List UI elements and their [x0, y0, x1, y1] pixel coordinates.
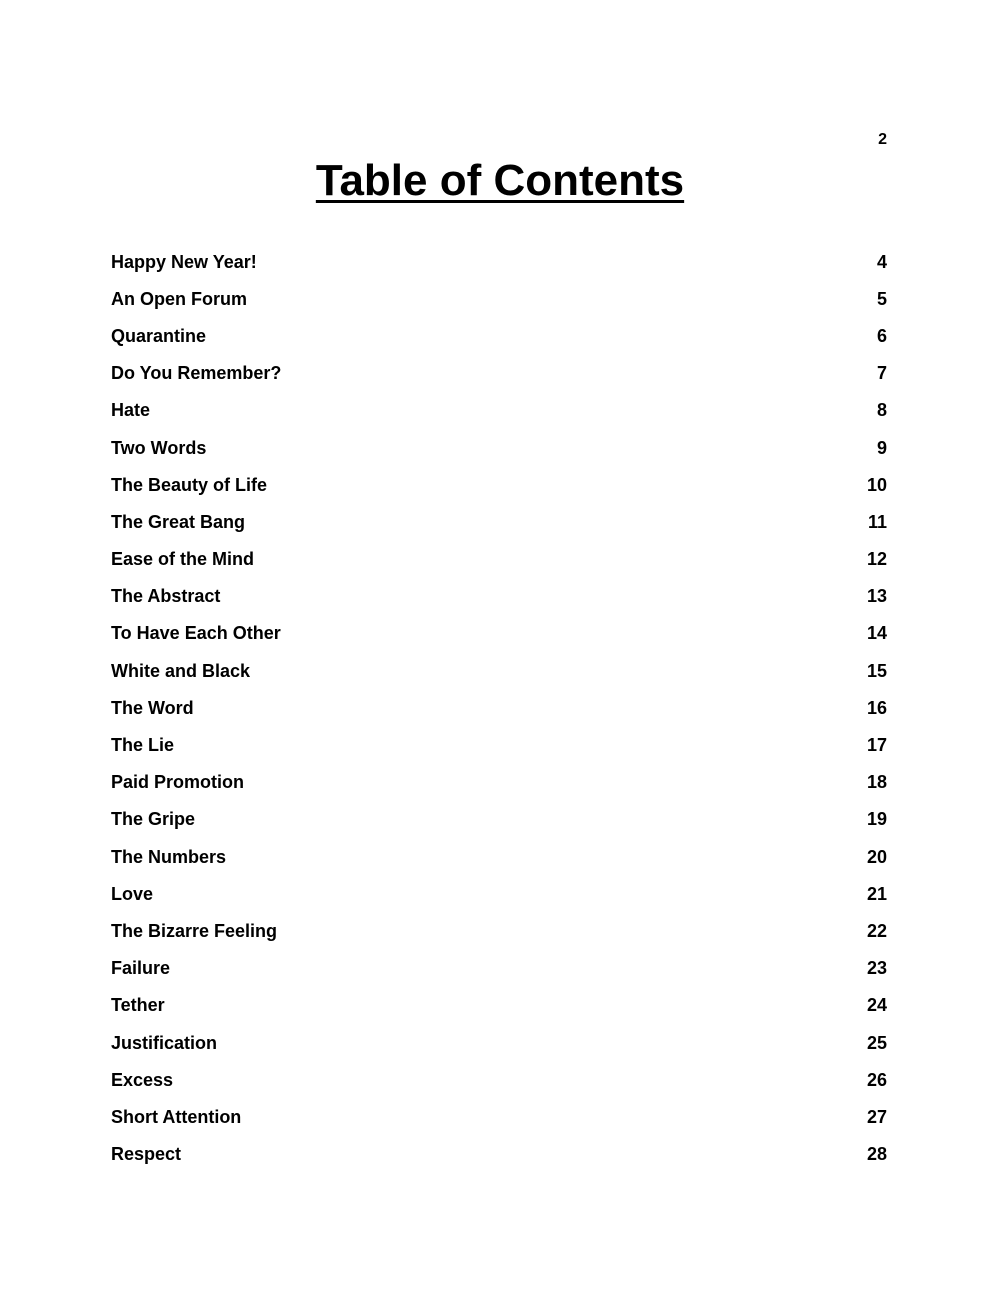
toc-entry	[111, 689, 887, 726]
table-of-contents	[111, 243, 887, 1173]
toc-entry-title: The Abstract	[111, 586, 221, 607]
toc-entry-title: Paid Promotion	[111, 772, 245, 793]
toc-entry-title: Tether	[111, 995, 165, 1016]
toc-entry	[111, 838, 887, 875]
page-title-text: Table of Contents	[315, 156, 685, 205]
toc-entry-page: 5	[876, 288, 887, 309]
toc-entry-title: The Word	[111, 697, 194, 718]
toc-entry-title: The Lie	[111, 735, 175, 756]
toc-entry-title: The Great Bang	[111, 511, 246, 532]
toc-entry-page: 12	[866, 549, 887, 570]
toc-entry-page: 14	[866, 623, 887, 644]
toc-entry-page: 13	[866, 586, 887, 607]
toc-entry-page: 10	[866, 474, 887, 495]
toc-entry	[111, 615, 887, 652]
toc-entry	[111, 578, 887, 615]
toc-entry-page: 26	[866, 1069, 887, 1090]
toc-entry-page: 25	[866, 1032, 887, 1053]
toc-entry-page: 6	[876, 325, 887, 346]
toc-entry-title: The Beauty of Life	[111, 474, 268, 495]
toc-entry-title: Respect	[111, 1144, 182, 1165]
toc-entry	[111, 317, 887, 354]
toc-entry-page: 20	[866, 846, 887, 867]
toc-entry-title: Quarantine	[111, 325, 207, 346]
toc-entry-page: 17	[866, 735, 887, 756]
page-number: 2	[878, 131, 887, 148]
toc-entry-title: Two Words	[111, 437, 207, 458]
toc-entry	[111, 950, 887, 987]
toc-entry-title: Do You Remember?	[111, 363, 282, 384]
toc-entry-title: The Bizarre Feeling	[111, 920, 278, 941]
toc-entry-title: The Gripe	[111, 809, 196, 830]
toc-entry-title: Hate	[111, 400, 151, 421]
toc-entry-page: 8	[876, 400, 887, 421]
toc-entry	[111, 912, 887, 949]
toc-entry-page: 7	[876, 363, 887, 384]
toc-entry-page: 21	[866, 883, 887, 904]
toc-entry-title: White and Black	[111, 660, 251, 681]
toc-entry	[111, 764, 887, 801]
toc-entry	[111, 652, 887, 689]
toc-entry-title: Happy New Year!	[111, 251, 257, 272]
toc-entry	[111, 429, 887, 466]
toc-entry	[111, 875, 887, 912]
toc-entry-page: 15	[866, 660, 887, 681]
toc-entry-page: 24	[866, 995, 887, 1016]
toc-entry-title: To Have Each Other	[111, 623, 281, 644]
toc-entry-page: 28	[866, 1144, 887, 1165]
toc-entry	[111, 1024, 887, 1061]
toc-entry-page: 9	[876, 437, 887, 458]
toc-entry	[111, 1098, 887, 1135]
toc-entry-page: 27	[866, 1106, 887, 1127]
page-title	[0, 154, 1000, 208]
toc-entry	[111, 1136, 887, 1173]
toc-entry-title: Excess	[111, 1069, 174, 1090]
toc-entry-page: 18	[866, 772, 887, 793]
toc-entry	[111, 987, 887, 1024]
toc-entry	[111, 801, 887, 838]
toc-entry-title: Love	[111, 883, 154, 904]
toc-entry-title: Short Attention	[111, 1106, 242, 1127]
toc-entry	[111, 1061, 887, 1098]
toc-entry-title: The Numbers	[111, 846, 227, 867]
toc-entry	[111, 503, 887, 540]
toc-entry-page: 16	[866, 697, 887, 718]
toc-entry	[111, 243, 887, 280]
toc-entry-page: 19	[866, 809, 887, 830]
toc-entry-page: 4	[876, 251, 887, 272]
toc-entry-page: 22	[866, 920, 887, 941]
toc-entry	[111, 280, 887, 317]
toc-entry-title: Failure	[111, 958, 171, 979]
toc-entry	[111, 392, 887, 429]
toc-entry	[111, 541, 887, 578]
toc-entry-title: Justification	[111, 1032, 218, 1053]
toc-entry-title: An Open Forum	[111, 288, 247, 309]
toc-entry	[111, 355, 887, 392]
toc-entry	[111, 726, 887, 763]
toc-entry-page: 11	[867, 511, 887, 532]
toc-entry-page: 23	[866, 958, 887, 979]
toc-entry	[111, 466, 887, 503]
toc-entry-title: Ease of the Mind	[111, 549, 255, 570]
